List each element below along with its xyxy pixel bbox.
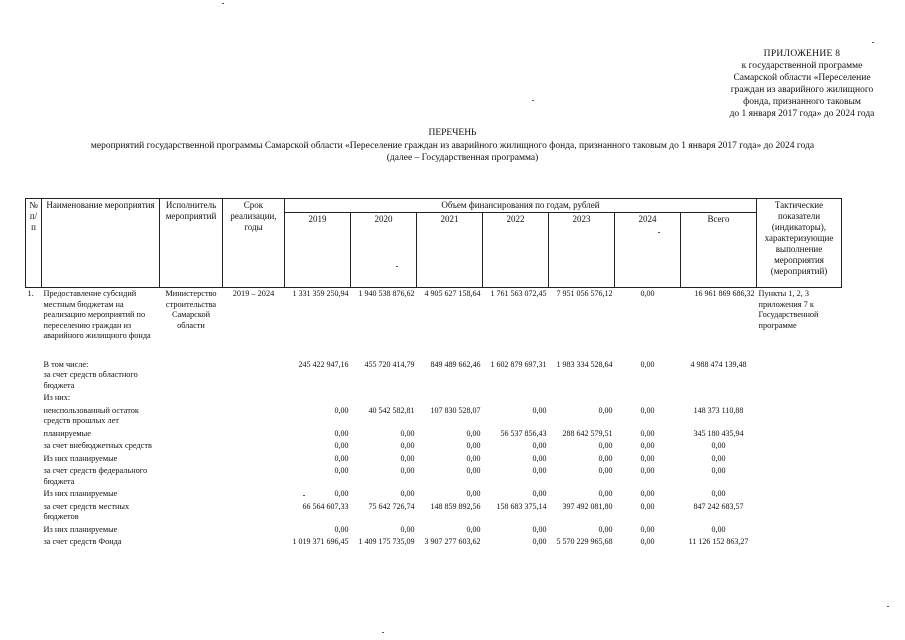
row-value — [351, 392, 417, 405]
row-indicators: Пункты 1, 2, 3 приложения 7 к Государственной программе — [758, 289, 819, 330]
row-value: 0,00 — [532, 405, 547, 415]
row-term — [223, 524, 285, 537]
row-value: 0,00 — [640, 405, 655, 415]
row-executor — [160, 501, 223, 524]
row-value: 0,00 — [640, 466, 655, 475]
row-value: 0,00 — [532, 466, 547, 475]
row-label-line: Из них: — [43, 393, 71, 402]
header-year: 2024 — [615, 213, 681, 288]
row-value: 0,00 — [466, 428, 481, 438]
row-label-line: планируемые — [43, 428, 91, 438]
row-value: 0,00 — [466, 441, 481, 450]
header-name: Наименование мероприятия — [42, 199, 160, 288]
row-term — [223, 392, 285, 405]
appendix-line: Самарской области «Переселение — [733, 73, 871, 83]
row-value: 1 602 879 697,31 — [490, 359, 547, 369]
table-row — [26, 536, 842, 549]
row-label — [42, 488, 160, 501]
row-indicators — [757, 405, 842, 428]
row-num — [26, 465, 42, 488]
row-value: 1 983 334 528,64 — [556, 359, 613, 369]
row-value: 0,00 — [640, 359, 655, 369]
row-value: 0,00 — [466, 489, 481, 498]
row-executor — [160, 392, 223, 405]
row-value: 0,00 — [466, 466, 481, 475]
row-value — [549, 392, 615, 405]
row-value: 0,00 — [640, 453, 655, 463]
table-row — [26, 440, 842, 453]
row-label — [42, 524, 160, 537]
row-value: 0,00 — [400, 428, 415, 438]
row-term — [223, 453, 285, 466]
row-executor — [160, 359, 223, 393]
row-term — [223, 465, 285, 488]
appendix-line: к государственной программе — [741, 61, 863, 71]
row-total: 148 373 110,88 — [693, 405, 744, 415]
row-label-line: В том числе: — [43, 359, 89, 369]
row-executor — [160, 453, 223, 466]
row-value: 0,00 — [598, 524, 613, 534]
row-indicators — [757, 465, 842, 488]
row-value: 66 564 607,33 — [302, 501, 349, 511]
row-term — [223, 501, 285, 524]
row-value: 148 859 892,56 — [430, 501, 481, 511]
row-num — [26, 428, 42, 441]
row-value: 0,00 — [466, 453, 481, 463]
row-indicators — [757, 440, 842, 453]
row-value: 7 951 056 576,12 — [556, 289, 613, 298]
row-value: 0,00 — [334, 428, 349, 438]
header-total: Всего — [681, 213, 757, 288]
row-value: 1 019 371 696,45 — [292, 537, 349, 546]
row-value: 3 907 277 603,62 — [424, 537, 481, 546]
row-executor — [160, 465, 223, 488]
row-label — [42, 359, 160, 393]
row-label-line: Из них планируемые — [43, 453, 118, 463]
row-num — [26, 440, 42, 453]
row-value: 0,00 — [640, 289, 655, 298]
row-label-line: неиспользованный остаток средств прошлых лет — [43, 405, 139, 425]
row-value: 0,00 — [532, 489, 547, 498]
row-label-line: Из них планируемые — [43, 524, 118, 534]
table-row — [26, 405, 842, 428]
row-term — [223, 359, 285, 393]
row-value: 0,00 — [640, 537, 655, 546]
row-value: 40 542 582,81 — [368, 405, 415, 415]
row-value: 4 905 627 158,64 — [424, 289, 481, 298]
row-value: 0,00 — [598, 405, 613, 415]
row-value: 0,00 — [640, 501, 655, 511]
row-indicators — [757, 359, 842, 393]
row-total: 0,00 — [711, 489, 726, 498]
row-value: 288 642 579,51 — [562, 428, 613, 438]
row-num — [26, 392, 42, 405]
row-value: 1 761 563 072,45 — [490, 289, 547, 298]
row-value: 0,00 — [598, 466, 613, 475]
row-value: 0,00 — [334, 405, 349, 415]
table-row — [26, 524, 842, 537]
row-value: 1 331 359 250,94 — [292, 289, 349, 298]
row-executor — [160, 524, 223, 537]
row-num: 1. — [27, 289, 34, 298]
row-value — [615, 392, 681, 405]
row-value — [483, 392, 549, 405]
row-label — [42, 465, 160, 488]
header-year: 2023 — [549, 213, 615, 288]
row-value: 0,00 — [334, 466, 349, 475]
row-value: 1 940 538 876,62 — [358, 289, 415, 298]
title-heading: ПЕРЕЧЕНЬ — [428, 128, 477, 138]
appendix-heading: ПРИЛОЖЕНИЕ 8 — [763, 49, 841, 59]
row-label — [42, 453, 160, 466]
row-label-line: за счет средств местных бюджетов — [43, 501, 130, 521]
row-value: 56 537 856,43 — [500, 428, 547, 438]
row-term: 2019 – 2024 — [232, 289, 275, 298]
row-value: 0,00 — [598, 453, 613, 463]
row-value: 0,00 — [598, 441, 613, 450]
row-executor — [160, 536, 223, 549]
table-row — [26, 488, 842, 501]
row-value: 0,00 — [400, 441, 415, 450]
row-value — [417, 392, 483, 405]
row-executor — [160, 428, 223, 441]
row-value: 0,00 — [400, 453, 415, 463]
row-value: 245 422 947,16 — [298, 359, 349, 369]
row-label — [42, 428, 160, 441]
row-indicators — [757, 428, 842, 441]
header-executor: Исполнитель мероприятий — [160, 199, 223, 288]
row-label-line: за счет внебюджетных средств — [43, 441, 152, 450]
title-line: мероприятий государственной программы Самарской области «Переселение граждан из аварийного жилищного фонда, признанного таковым до 1 января 2017 года» до 2024 года — [90, 140, 815, 151]
row-term — [223, 488, 285, 501]
row-label — [42, 405, 160, 428]
row-value: 0,00 — [334, 453, 349, 463]
table-row — [26, 465, 842, 488]
row-num — [26, 536, 42, 549]
appendix-line: граждан из аварийного жилищного — [730, 85, 874, 95]
row-label — [42, 536, 160, 549]
row-value: 0,00 — [334, 524, 349, 534]
row-executor — [160, 488, 223, 501]
header-indicators: Тактические показатели (индикаторы), характеризующие выполнение мероприятия (мероприятий) — [757, 199, 842, 288]
row-total: 0,00 — [711, 441, 726, 450]
row-value: 0,00 — [532, 524, 547, 534]
header-funding: Объем финансирования по годам, рублей — [285, 199, 757, 213]
title-subline: (далее – Государственная программа) — [386, 153, 539, 163]
header-num: № п/п — [26, 199, 42, 288]
row-value: 455 720 414,79 — [364, 359, 415, 369]
row-value: 1 409 175 735,09 — [358, 537, 415, 546]
row-indicators — [757, 488, 842, 501]
row-total: 345 180 435,94 — [693, 428, 744, 438]
row-value: 0,00 — [532, 441, 547, 450]
row-executor — [160, 405, 223, 428]
row-num — [26, 359, 42, 393]
appendix-header — [717, 48, 887, 120]
row-value: 0,00 — [400, 466, 415, 475]
row-total: 847 242 683,57 — [693, 501, 744, 511]
row-value: 849 489 662,46 — [430, 359, 481, 369]
row-value: 75 642 726,74 — [368, 501, 415, 511]
row-num — [26, 524, 42, 537]
table-row — [26, 428, 842, 441]
row-label-line: за счет средств Фонда — [43, 537, 122, 546]
header-year: 2022 — [483, 213, 549, 288]
table-row-main — [26, 288, 842, 343]
table-row — [26, 359, 842, 393]
row-value: 5 570 229 965,68 — [556, 537, 613, 546]
row-total: 11 126 152 863,27 — [688, 537, 749, 546]
row-value: 0,00 — [400, 489, 415, 498]
row-value: 0,00 — [532, 453, 547, 463]
row-indicators — [757, 536, 842, 549]
row-label-line: за счет средств областного бюджета — [43, 370, 138, 390]
row-label — [42, 392, 160, 405]
row-executor: Министерство строительства Самарской области — [165, 289, 217, 330]
row-num — [26, 488, 42, 501]
row-indicators — [757, 453, 842, 466]
table-row — [26, 392, 842, 405]
row-name: Предоставление субсидий местным бюджетам на реализацию мероприятий по переселению граждан из аварийного жилищного фонда — [43, 289, 151, 340]
row-executor — [160, 440, 223, 453]
row-indicators — [757, 501, 842, 524]
row-label — [42, 501, 160, 524]
row-total — [681, 392, 757, 405]
row-value: 0,00 — [532, 537, 547, 546]
row-term — [223, 428, 285, 441]
row-value: 0,00 — [640, 489, 655, 498]
row-value: 0,00 — [598, 489, 613, 498]
header-term: Срок реализации, годы — [223, 199, 285, 288]
row-total: 16 961 869 686,32 — [694, 289, 755, 298]
row-total: 0,00 — [711, 524, 726, 534]
row-total: 0,00 — [711, 466, 726, 475]
table-spacer-row — [26, 343, 842, 359]
row-num — [26, 453, 42, 466]
row-value: 107 830 528,07 — [430, 405, 481, 415]
header-year: 2020 — [351, 213, 417, 288]
appendix-line: фонда, признанного таковым — [743, 97, 861, 107]
row-value: 0,00 — [334, 441, 349, 450]
table-row — [26, 501, 842, 524]
header-year: 2021 — [417, 213, 483, 288]
row-value — [285, 392, 351, 405]
row-term — [223, 405, 285, 428]
row-value: 0,00 — [400, 524, 415, 534]
row-label-line: Из них планируемые — [43, 489, 118, 498]
row-label-line: за счет средств федерального бюджета — [43, 466, 148, 486]
row-value: 0,00 — [640, 428, 655, 438]
row-indicators — [757, 524, 842, 537]
document-title — [0, 127, 905, 165]
row-term — [223, 536, 285, 549]
row-term — [223, 440, 285, 453]
appendix-line: до 1 января 2017 года» до 2024 года — [729, 109, 875, 119]
row-indicators — [757, 392, 842, 405]
row-value: 0,00 — [334, 489, 349, 498]
funding-table — [25, 198, 842, 549]
table-row — [26, 453, 842, 466]
row-label — [42, 440, 160, 453]
header-year: 2019 — [285, 213, 351, 288]
row-num — [26, 405, 42, 428]
row-value: 0,00 — [466, 524, 481, 534]
row-value: 0,00 — [640, 524, 655, 534]
row-value: 158 683 375,14 — [496, 501, 547, 511]
row-num — [26, 501, 42, 524]
row-total: 0,00 — [711, 453, 726, 463]
row-total: 4 988 474 139,48 — [690, 359, 747, 369]
row-value: 397 492 081,80 — [562, 501, 613, 511]
row-value: 0,00 — [640, 441, 655, 450]
